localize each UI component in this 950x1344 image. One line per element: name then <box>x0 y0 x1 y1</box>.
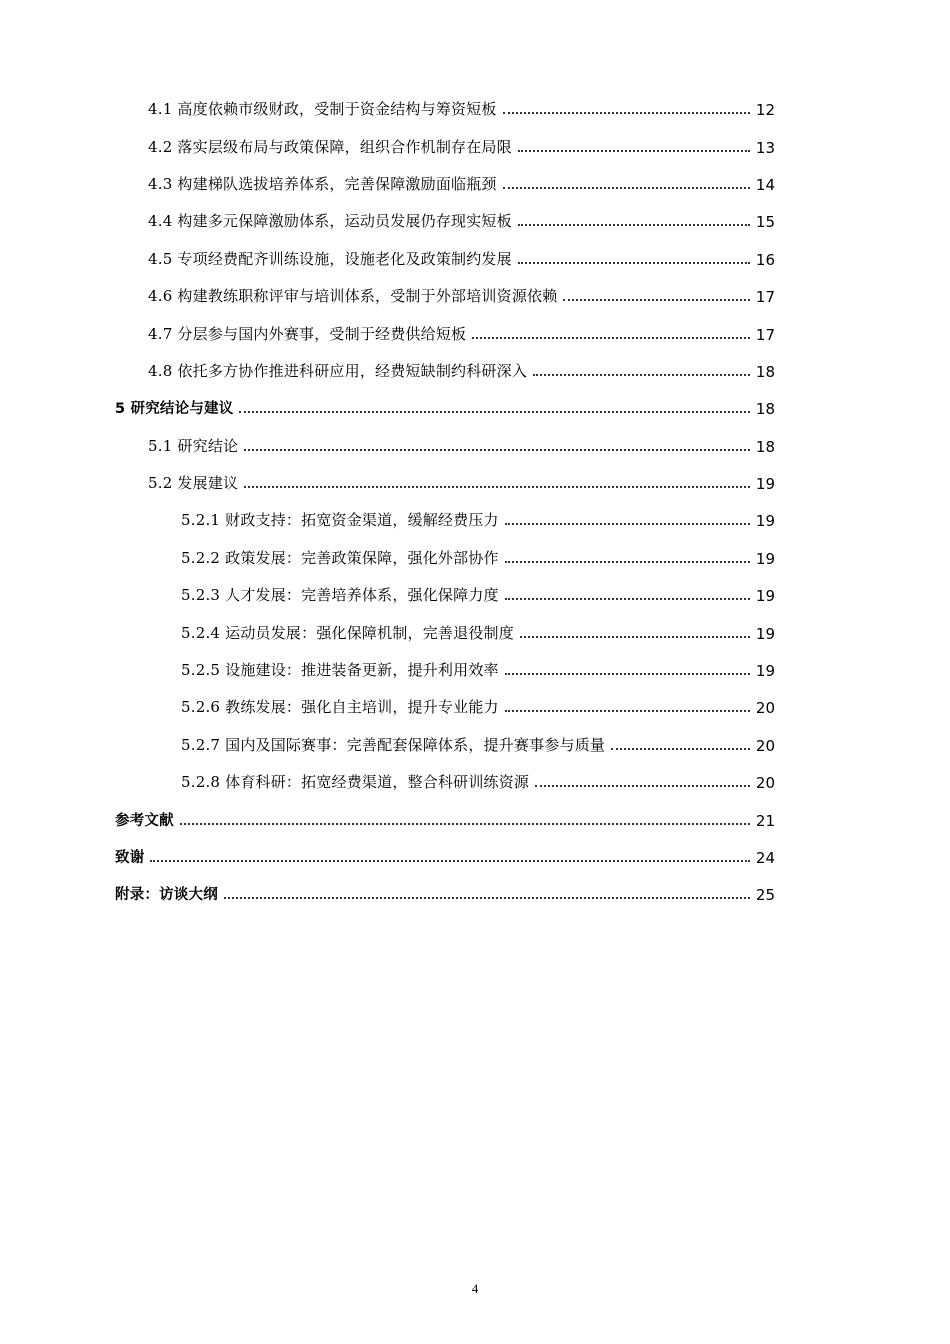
toc-entry-page: 19 <box>755 512 775 531</box>
toc-entry-title: 4.5 专项经费配齐训练设施，设施老化及政策制约发展 <box>148 249 512 268</box>
toc-entry-page: 19 <box>755 662 775 681</box>
toc-entry-title: 5 研究结论与建议 <box>115 401 234 418</box>
toc-entry[interactable] <box>0 763 950 800</box>
dot-leader <box>239 411 749 413</box>
toc-entry-title: 5.2.2 政策发展：完善政策保障，强化外部协作 <box>181 548 499 567</box>
toc-entry[interactable] <box>0 427 950 464</box>
dot-leader <box>503 112 750 114</box>
toc-entry[interactable] <box>0 688 950 725</box>
dot-leader <box>533 374 750 376</box>
dot-leader <box>244 486 750 488</box>
toc-entry-page: 25 <box>755 886 775 905</box>
dot-leader <box>563 299 749 301</box>
toc-entry-page: 18 <box>755 362 775 381</box>
toc-entry-title: 4.3 构建梯队选拔培养体系，完善保障激励面临瓶颈 <box>148 174 497 193</box>
toc-entry-title: 附录：访谈大纲 <box>115 887 218 904</box>
dot-leader <box>244 449 750 451</box>
toc-entry-page: 18 <box>755 400 775 419</box>
toc-entry-page: 16 <box>755 250 775 269</box>
toc-entry-title: 5.2.5 设施建设：推进装备更新，提升利用效率 <box>181 661 499 680</box>
toc-entry-title: 4.1 高度依赖市级财政，受制于资金结构与筹资短板 <box>148 100 497 119</box>
toc-entry[interactable] <box>0 800 950 837</box>
toc-entry-title: 5.2.1 财政支持：拓宽资金渠道，缓解经费压力 <box>181 511 499 530</box>
dot-leader <box>518 262 750 264</box>
toc-entry[interactable] <box>0 90 950 127</box>
dot-leader <box>472 337 750 339</box>
toc-entry-title: 5.2.4 运动员发展：强化保障机制，完善退役制度 <box>181 623 514 642</box>
dot-leader <box>224 897 750 899</box>
toc-entry[interactable] <box>0 501 950 538</box>
toc-entry[interactable] <box>0 651 950 688</box>
dot-leader <box>150 860 750 862</box>
toc-entry-page: 12 <box>755 101 775 120</box>
toc-entry-page: 15 <box>755 213 775 232</box>
toc-entry[interactable] <box>0 838 950 875</box>
toc-entry-page: 19 <box>755 475 775 494</box>
table-of-contents <box>0 90 950 913</box>
toc-entry-page: 13 <box>755 138 775 157</box>
dot-leader <box>535 785 750 787</box>
dot-leader <box>505 523 750 525</box>
toc-entry[interactable] <box>0 875 950 912</box>
dot-leader <box>611 748 750 750</box>
toc-entry-title: 参考文献 <box>115 812 174 829</box>
toc-entry[interactable] <box>0 165 950 202</box>
toc-entry-page: 24 <box>755 849 775 867</box>
toc-entry[interactable] <box>0 613 950 650</box>
dot-leader <box>505 598 750 600</box>
toc-entry-title: 4.8 依托多方协作推进科研应用，经费短缺制约科研深入 <box>148 361 528 380</box>
toc-entry[interactable] <box>0 576 950 613</box>
toc-entry-page: 20 <box>755 699 775 718</box>
toc-entry-title: 5.2.8 体育科研：拓宽经费渠道，整合科研训练资源 <box>181 773 530 792</box>
toc-entry[interactable] <box>0 726 950 763</box>
toc-entry-title: 5.1 研究结论 <box>148 436 239 455</box>
toc-entry-title: 4.6 构建教练职称评审与培训体系，受制于外部培训资源依赖 <box>148 287 558 306</box>
dot-leader <box>505 710 750 712</box>
toc-entry-page: 14 <box>755 175 775 194</box>
toc-entry[interactable] <box>0 389 950 426</box>
toc-entry-title: 4.7 分层参与国内外赛事，受制于经费供给短板 <box>148 324 467 343</box>
dot-leader <box>505 673 750 675</box>
dot-leader <box>180 823 750 825</box>
toc-entry-page: 18 <box>755 437 775 456</box>
toc-entry-page: 21 <box>755 811 775 830</box>
toc-entry[interactable] <box>0 277 950 314</box>
toc-entry[interactable] <box>0 314 950 351</box>
toc-entry-title: 5.2.3 人才发展：完善培养体系，强化保障力度 <box>181 586 499 605</box>
toc-entry-page: 19 <box>755 624 775 643</box>
toc-entry-title: 致谢 <box>115 850 145 866</box>
toc-entry-page: 19 <box>755 587 775 606</box>
toc-entry-page: 20 <box>755 736 775 755</box>
toc-entry[interactable] <box>0 240 950 277</box>
toc-entry-title: 4.4 构建多元保障激励体系，运动员发展仍存现实短板 <box>148 212 512 231</box>
toc-entry-page: 20 <box>755 774 775 793</box>
page-number: 4 <box>471 1281 479 1296</box>
dot-leader <box>520 636 750 638</box>
dot-leader <box>505 561 750 563</box>
toc-entry-page: 17 <box>755 325 775 344</box>
toc-entry[interactable] <box>0 202 950 239</box>
toc-entry[interactable] <box>0 127 950 164</box>
dot-leader <box>518 150 750 152</box>
toc-entry-title: 4.2 落实层级布局与政策保障，组织合作机制存在局限 <box>148 137 512 156</box>
dot-leader <box>503 187 750 189</box>
toc-entry[interactable] <box>0 352 950 389</box>
dot-leader <box>518 224 750 226</box>
toc-entry[interactable] <box>0 464 950 501</box>
toc-entry-page: 19 <box>755 549 775 568</box>
toc-entry-title: 5.2.6 教练发展：强化自主培训，提升专业能力 <box>181 698 499 717</box>
toc-entry-title: 5.2 发展建议 <box>148 474 239 493</box>
toc-entry-title: 5.2.7 国内及国际赛事：完善配套保障体系，提升赛事参与质量 <box>181 735 606 754</box>
toc-entry[interactable] <box>0 539 950 576</box>
toc-entry-page: 17 <box>755 288 775 307</box>
